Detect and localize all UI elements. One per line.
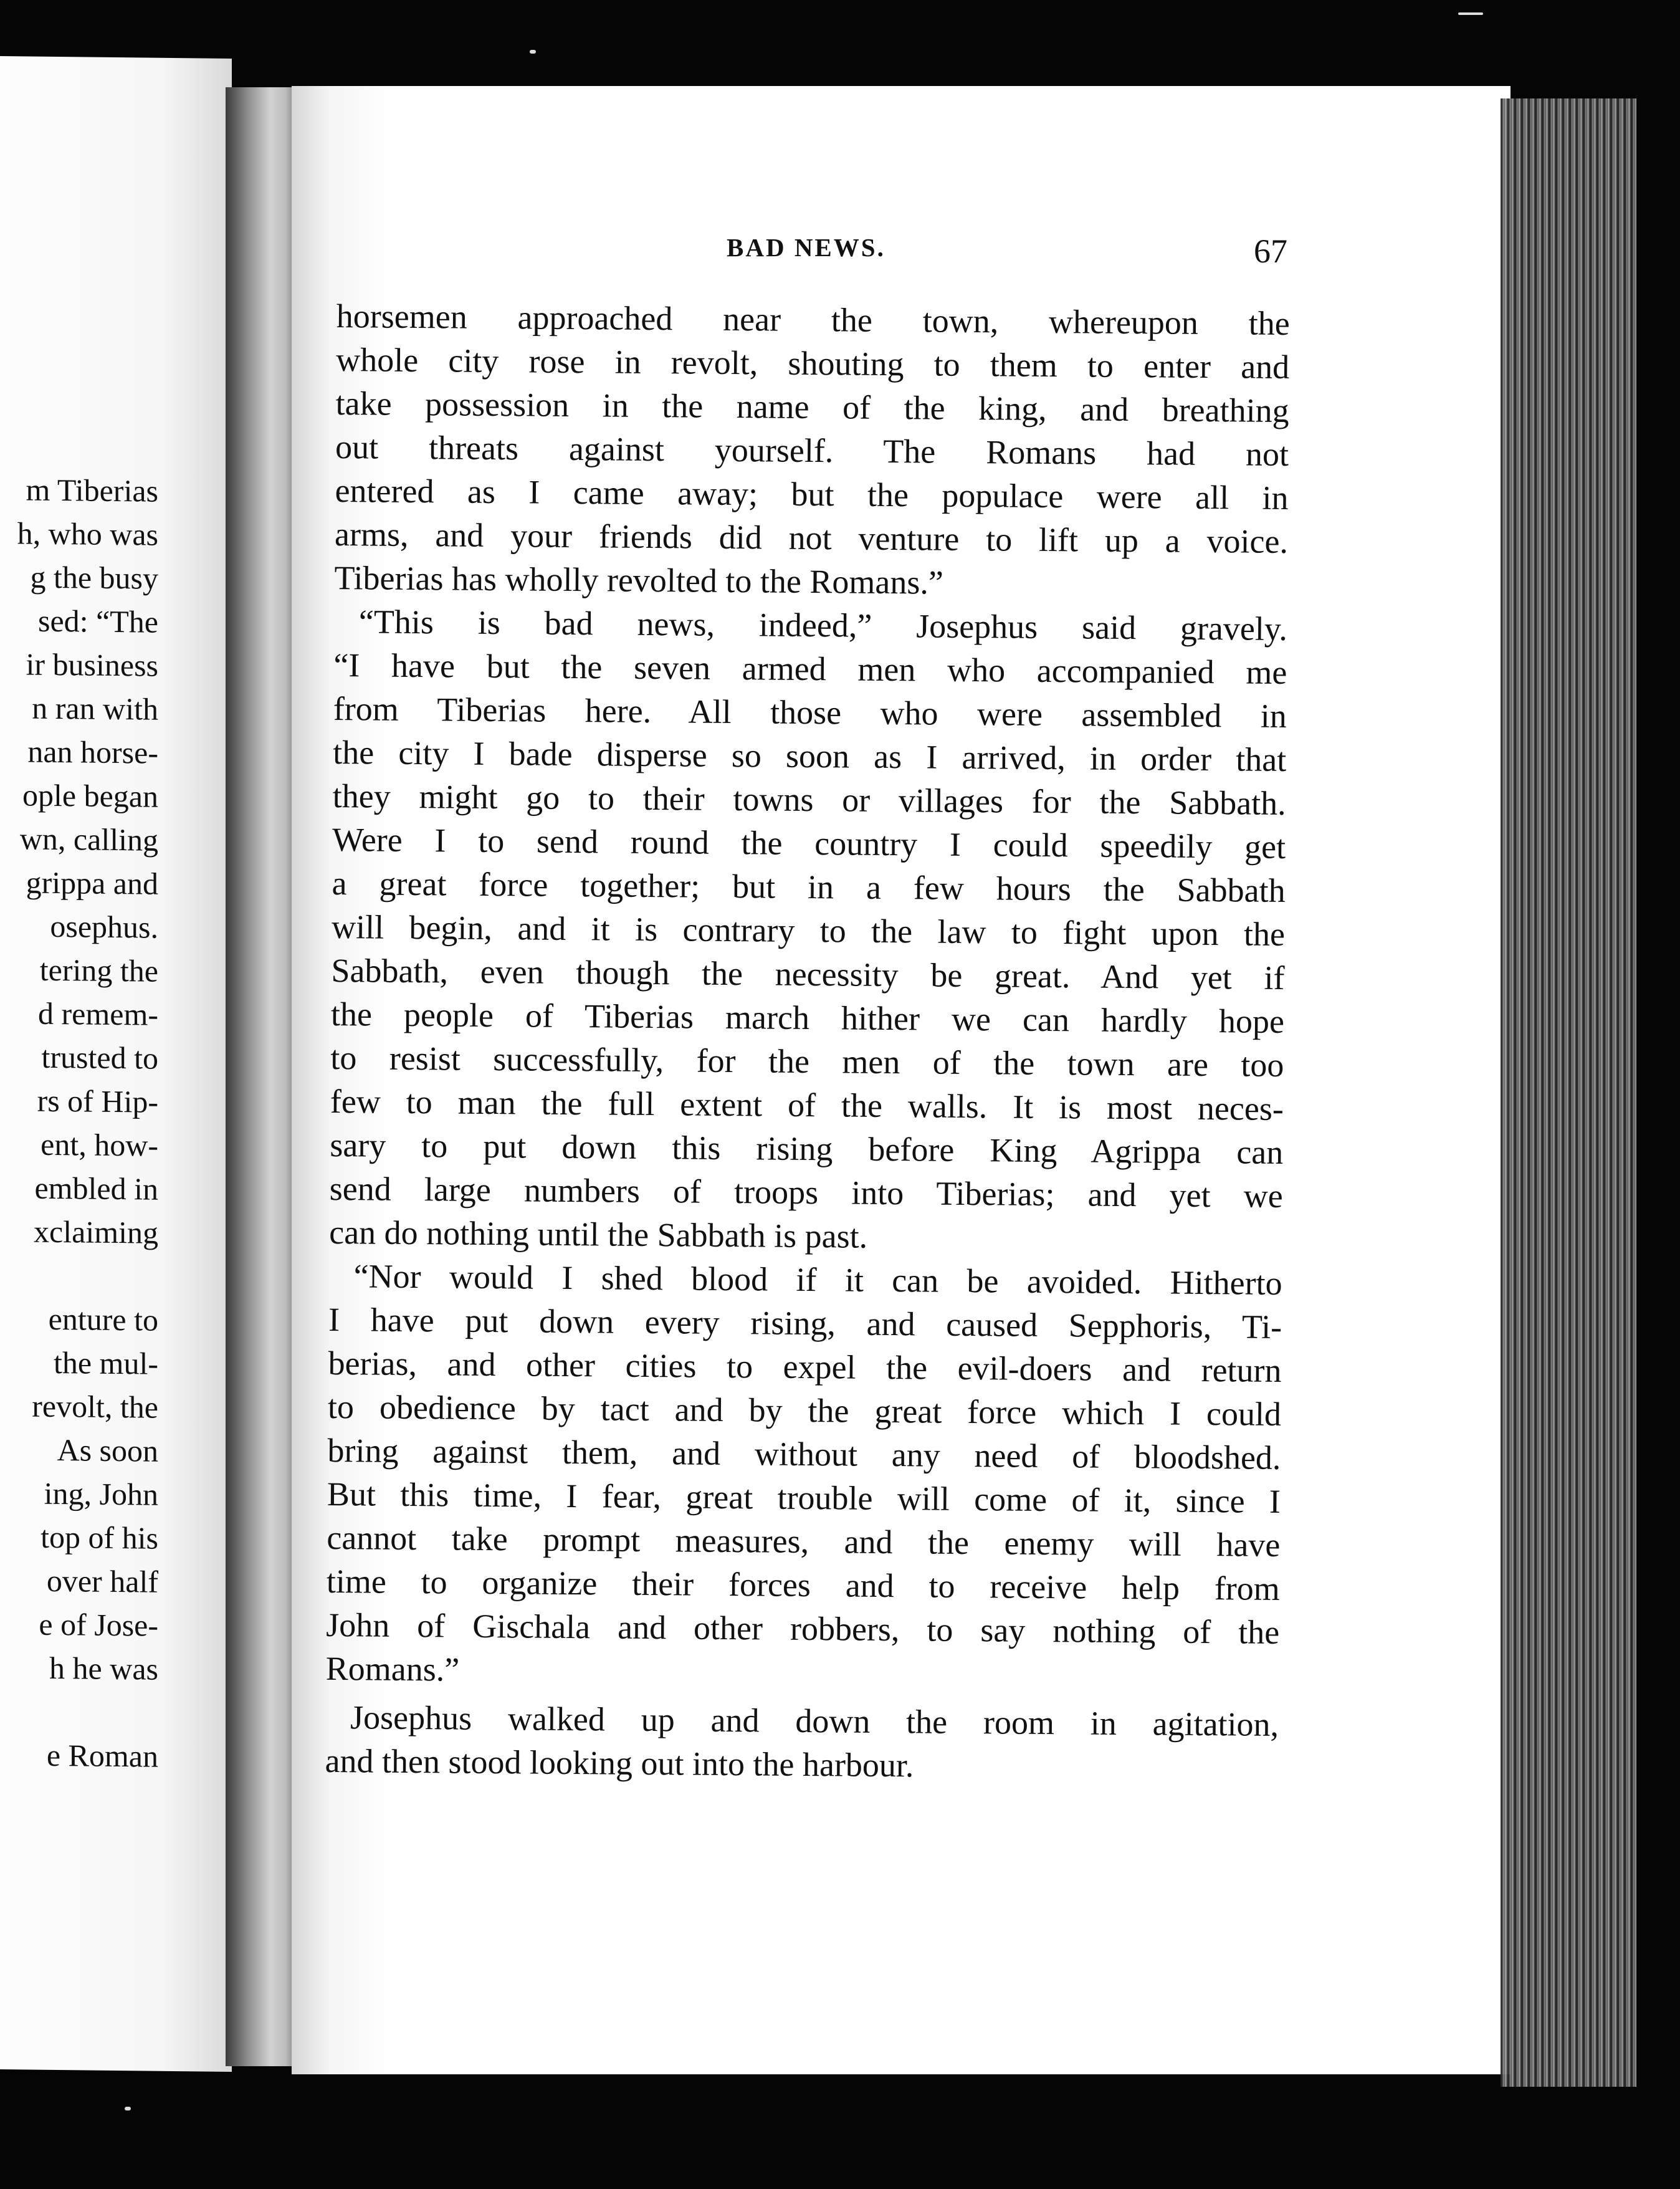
body-line: Romans.” [325, 1649, 460, 1688]
body-line: to resist successfully, for the men of the town are too [330, 1038, 1284, 1084]
scan-speck [125, 2107, 131, 2110]
left-page-line: ing, John [44, 1475, 158, 1512]
body-line: I have put down every rising, and caused Sepphoris, Ti- [328, 1300, 1282, 1346]
body-line: cannot take prompt measures, and the enemy will have [327, 1518, 1281, 1564]
left-page-line: h, who was [17, 515, 158, 552]
left-page-line: n ran with [32, 690, 158, 727]
left-page-line: d remem- [38, 995, 158, 1032]
body-line: out threats against yourself. The Romans had not [335, 428, 1289, 474]
body-line: entered as I came away; but the populace were all in [335, 471, 1289, 517]
page-stack-edge [1501, 98, 1636, 2087]
running-head: BAD NEWS. [727, 233, 885, 262]
left-page-line: enture to [48, 1301, 158, 1338]
left-facing-page [0, 56, 232, 2072]
body-line: sary to put down this rising before King Agrippa can [330, 1126, 1284, 1171]
body-line: horsemen approached near the town, whereupon the [336, 297, 1290, 343]
body-line: from Tiberias here. All those who were assembled in [333, 689, 1287, 735]
left-page-line: wn, calling [19, 821, 158, 858]
body-line: send large numbers of troops into Tiberias; and yet we [329, 1169, 1283, 1215]
body-line: will begin, and it is contrary to the law to fight upon the [331, 908, 1286, 953]
body-line: bring against them, and without any need of bloodshed. [327, 1431, 1281, 1477]
body-line: “Nor would I shed blood if it can be avoided. Hitherto [353, 1257, 1282, 1302]
body-line: Tiberias has wholly revolted to the Romans.” [334, 558, 944, 601]
left-page-line: sed: “The [38, 603, 158, 639]
body-line: the people of Tiberias march hither we can hardly hope [330, 995, 1285, 1040]
left-page-line: revolt, the [32, 1388, 158, 1425]
body-line: “This is bad news, indeed,” Josephus said gravely. [358, 603, 1288, 648]
left-page-line: top of his [41, 1519, 158, 1556]
body-line: “I have but the seven armed men who accompanied me [333, 646, 1287, 691]
body-line: and then stood looking out into the harbour. [325, 1741, 914, 1784]
left-page-line: e Roman [46, 1737, 158, 1774]
body-line: John of Gischala and other robbers, to say nothing of the [326, 1606, 1280, 1651]
scan-speck [530, 50, 536, 54]
body-line: But this time, I fear, great trouble will come of it, since I [327, 1475, 1281, 1520]
page-number: 67 [1254, 232, 1287, 270]
body-line: they might go to their towns or villages for the Sabbath. [332, 777, 1286, 822]
body-line: Josephus walked up and down the room in agitation, [350, 1698, 1279, 1743]
book-gutter [226, 87, 300, 2066]
left-page-line: grippa and [26, 865, 158, 901]
body-line: Sabbath, even though the necessity be great. And yet if [331, 951, 1285, 997]
left-page-line: ople began [22, 777, 158, 814]
left-page-line: As soon [57, 1432, 158, 1468]
left-page-line: rs of Hip- [37, 1083, 158, 1119]
scan-speck [1458, 12, 1483, 15]
body-text [325, 299, 1296, 1803]
left-page-line: over half [46, 1563, 158, 1599]
left-page-line: xclaiming [34, 1214, 158, 1250]
left-page-line: embled in [34, 1170, 158, 1207]
left-page-line: ir business [26, 646, 158, 683]
body-line: the city I bade disperse so soon as I arrived, in order that [333, 733, 1287, 778]
body-line: take possession in the name of the king, and breathing [335, 384, 1289, 430]
left-page-line: g the busy [30, 559, 158, 596]
left-page-line: the mul- [53, 1344, 158, 1381]
body-line: time to organize their forces and to receive help from [326, 1562, 1281, 1607]
left-page-line: osephus. [50, 908, 158, 945]
body-line: berias, and other cities to expel the evil-doers and return [328, 1344, 1282, 1389]
left-page-line: trusted to [41, 1039, 158, 1076]
body-line: whole city rose in revolt, shouting to them to enter and [336, 340, 1290, 386]
body-line: Were I to send round the country I could speedily get [332, 820, 1286, 866]
body-line: to obedience by tact and by the great force which I could [327, 1387, 1282, 1433]
body-line: a great force together; but in a few hours the Sabbath [332, 864, 1286, 909]
body-line: arms, and your friends did not venture to lift up a voice. [334, 515, 1289, 561]
left-page-line: ent, how- [41, 1126, 158, 1163]
left-page-line: nan horse- [27, 734, 158, 770]
body-line: few to man the full extent of the walls. It is most neces- [330, 1082, 1284, 1128]
left-page-line: tering the [39, 952, 158, 989]
left-page-line: m Tiberias [26, 472, 158, 509]
left-page-line: e of Jose- [39, 1606, 158, 1643]
left-page-line: h he was [49, 1650, 158, 1687]
body-line: can do nothing until the Sabbath is past. [329, 1213, 868, 1255]
